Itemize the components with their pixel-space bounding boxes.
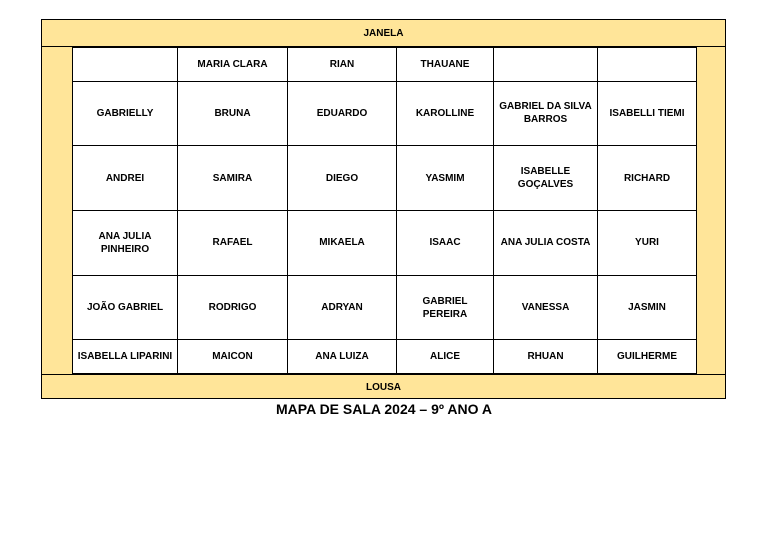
seat-cell: ISABELLI TIEMI bbox=[598, 81, 697, 146]
seat-cell: THAUANE bbox=[397, 48, 494, 82]
seat-cell: EDUARDO bbox=[288, 81, 397, 146]
seat-cell: RAFAEL bbox=[178, 210, 288, 275]
seating-table bbox=[72, 47, 697, 374]
seat-row bbox=[73, 210, 697, 275]
seat-cell: GABRIEL PEREIRA bbox=[397, 275, 494, 340]
seat-cell: GABRIELLY bbox=[73, 81, 178, 146]
seat-row bbox=[73, 48, 697, 82]
seat-row bbox=[73, 81, 697, 146]
seat-cell: DIEGO bbox=[288, 146, 397, 211]
seat-cell: ANA LUIZA bbox=[288, 340, 397, 374]
seat-cell: RICHARD bbox=[598, 146, 697, 211]
seat-cell: SAMIRA bbox=[178, 146, 288, 211]
seat-cell: RODRIGO bbox=[178, 275, 288, 340]
board-bar: LOUSA bbox=[42, 374, 725, 399]
seat-cell: GUILHERME bbox=[598, 340, 697, 374]
seat-cell: MIKAELA bbox=[288, 210, 397, 275]
seat-cell: JOÃO GABRIEL bbox=[73, 275, 178, 340]
seat-cell: GABRIEL DA SILVA BARROS bbox=[494, 81, 598, 146]
seat-cell: BRUNA bbox=[178, 81, 288, 146]
seat-row bbox=[73, 340, 697, 374]
seat-cell: RIAN bbox=[288, 48, 397, 82]
seat-cell: ADRYAN bbox=[288, 275, 397, 340]
seat-cell: MAICON bbox=[178, 340, 288, 374]
seat-cell: YURI bbox=[598, 210, 697, 275]
seat-cell: ISAAC bbox=[397, 210, 494, 275]
window-bar: JANELA bbox=[42, 20, 725, 47]
seat-cell: MARIA CLARA bbox=[178, 48, 288, 82]
seat-cell: ANA JULIA PINHEIRO bbox=[73, 210, 178, 275]
seating-map bbox=[41, 19, 726, 399]
seat-cell bbox=[494, 48, 598, 82]
seat-cell: KAROLLINE bbox=[397, 81, 494, 146]
seat-row bbox=[73, 146, 697, 211]
seat-cell bbox=[598, 48, 697, 82]
seat-cell: ISABELLE GOÇALVES bbox=[494, 146, 598, 211]
seat-cell bbox=[73, 48, 178, 82]
page-title: MAPA DE SALA 2024 – 9º ANO A bbox=[276, 401, 492, 417]
seat-cell: VANESSA bbox=[494, 275, 598, 340]
seat-cell: ANDREI bbox=[73, 146, 178, 211]
seat-cell: RHUAN bbox=[494, 340, 598, 374]
seat-cell: ANA JULIA COSTA bbox=[494, 210, 598, 275]
seat-cell: YASMIM bbox=[397, 146, 494, 211]
seat-row bbox=[73, 275, 697, 340]
seat-cell: ISABELLA LIPARINI bbox=[73, 340, 178, 374]
seat-cell: ALICE bbox=[397, 340, 494, 374]
seat-cell: JASMIN bbox=[598, 275, 697, 340]
